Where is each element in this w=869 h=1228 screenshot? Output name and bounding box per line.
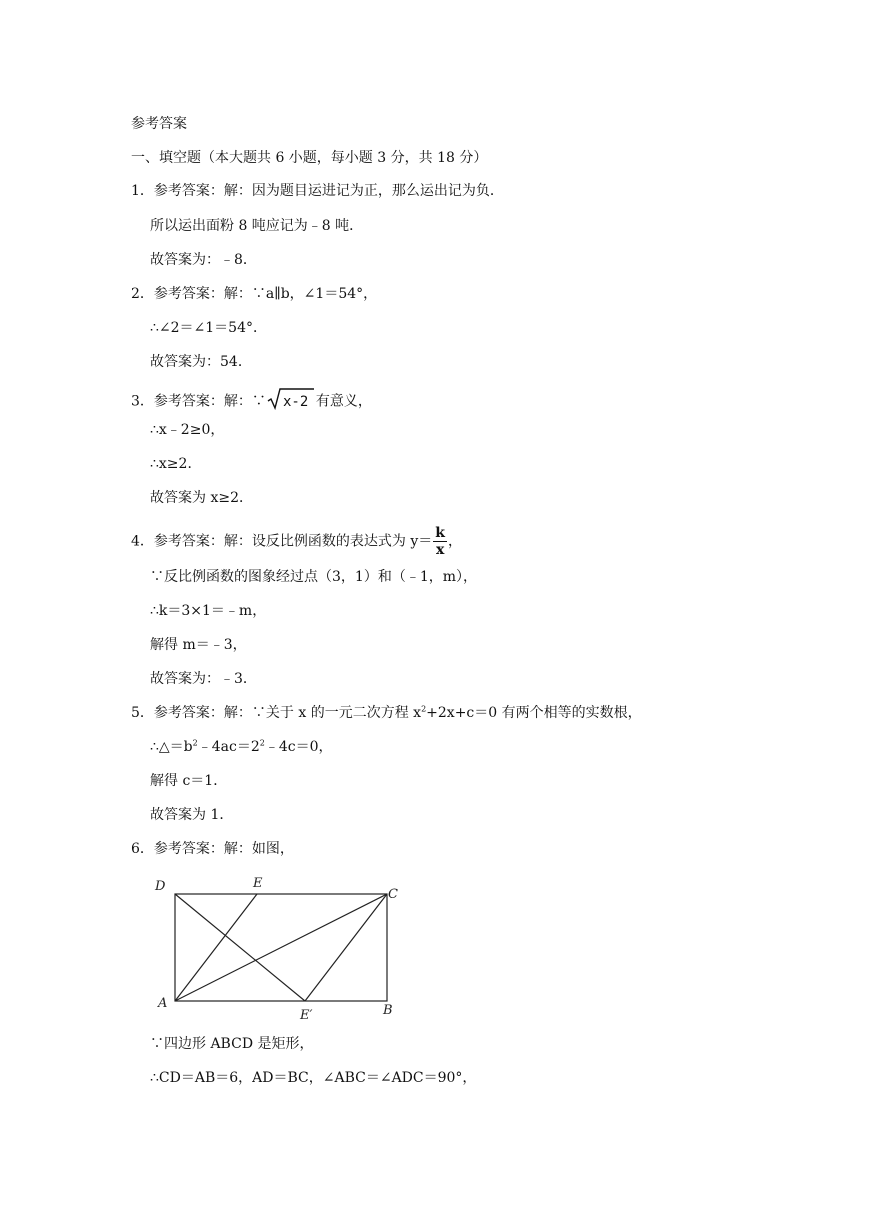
- q5-l2-b: ﹣4ac＝2: [197, 739, 260, 755]
- label-a: A: [158, 996, 168, 1011]
- q3-line2: ∴x﹣2≥0，: [150, 422, 225, 438]
- q4-line2: ∵反比例函数的图象经过点（3，1）和（﹣1，m），: [150, 569, 477, 585]
- q5-l2-exp2: 2: [259, 738, 265, 748]
- fraction-k-over-x: [433, 526, 447, 557]
- q5-l2-a: ∴△＝b: [150, 739, 193, 755]
- q5-line3: 解得 c＝1．: [150, 773, 228, 789]
- q3-line3: ∴x≥2．: [150, 456, 202, 472]
- q5-title-a: 5．参考答案：解：∵关于 x 的一元二次方程 x: [131, 705, 422, 721]
- q1-title: 1．参考答案：解：因为题目运进记为正，那么运出记为负．: [131, 183, 504, 199]
- label-e-prime: E′: [300, 1008, 313, 1023]
- label-b: B: [383, 1003, 393, 1018]
- label-e: E: [253, 876, 263, 891]
- answer-heading: 参考答案: [131, 116, 187, 132]
- q4-answer: 故答案为：﹣3．: [150, 671, 257, 687]
- q5-l2-exp1: 2: [192, 738, 198, 748]
- q4-line3: ∴k＝3×1＝﹣m，: [150, 603, 267, 619]
- q4-title-post: ，: [447, 533, 462, 550]
- q6-line3: ∴CD＝AB＝6，AD＝BC，∠ABC＝∠ADC＝90°，: [150, 1070, 477, 1086]
- q4-line4: 解得 m＝﹣3，: [150, 637, 247, 653]
- q3-title-post: 有意义，: [315, 393, 372, 410]
- q4-title-pre: 4．参考答案：解：设反比例函数的表达式为 y＝: [131, 533, 433, 550]
- q3-answer: 故答案为 x≥2．: [150, 490, 253, 506]
- segment-ac: [175, 894, 387, 1001]
- q6-line2: ∵四边形 ABCD 是矩形，: [150, 1036, 314, 1052]
- q5-line2: [150, 738, 333, 756]
- segment-de-prime: [175, 894, 305, 1001]
- q2-title: 2．参考答案：解：∵a∥b，∠1＝54°，: [131, 286, 378, 302]
- sqrt-symbol-icon: [267, 387, 315, 411]
- q2-answer: 故答案为：54．: [150, 354, 252, 370]
- label-d: D: [155, 879, 166, 894]
- fraction-numerator: k: [435, 525, 445, 541]
- q6-title: 6．参考答案：解：如图，: [131, 841, 294, 857]
- q5-title-b: +2x+c＝0 有两个相等的实数根，: [426, 705, 642, 721]
- q5-title: [131, 704, 642, 722]
- sqrt-expression: [267, 387, 315, 416]
- q1-line2: 所以运出面粉 8 吨应记为﹣8 吨．: [150, 218, 364, 234]
- section-title: 一、填空题（本大题共 6 小题，每小题 3 分，共 18 分）: [131, 150, 488, 166]
- q5-l2-c: ﹣4c＝0，: [264, 739, 333, 755]
- fraction-denominator: x: [435, 542, 445, 558]
- segment-e-prime-c: [305, 894, 387, 1001]
- q4-title: [131, 526, 462, 557]
- label-c: C: [388, 887, 398, 902]
- q5-exponent: 2: [421, 704, 427, 714]
- segment-ae: [175, 894, 257, 1001]
- q2-line2: ∴∠2＝∠1＝54°．: [150, 320, 267, 336]
- q5-answer: 故答案为 1．: [150, 807, 234, 823]
- q3-title-pre: 3．参考答案：解：∵: [131, 393, 266, 410]
- q3-title: [131, 387, 372, 416]
- sqrt-radicand: x-2: [282, 394, 309, 410]
- q1-answer: 故答案为：﹣8．: [150, 252, 257, 268]
- rectangle-figure: [150, 874, 410, 1024]
